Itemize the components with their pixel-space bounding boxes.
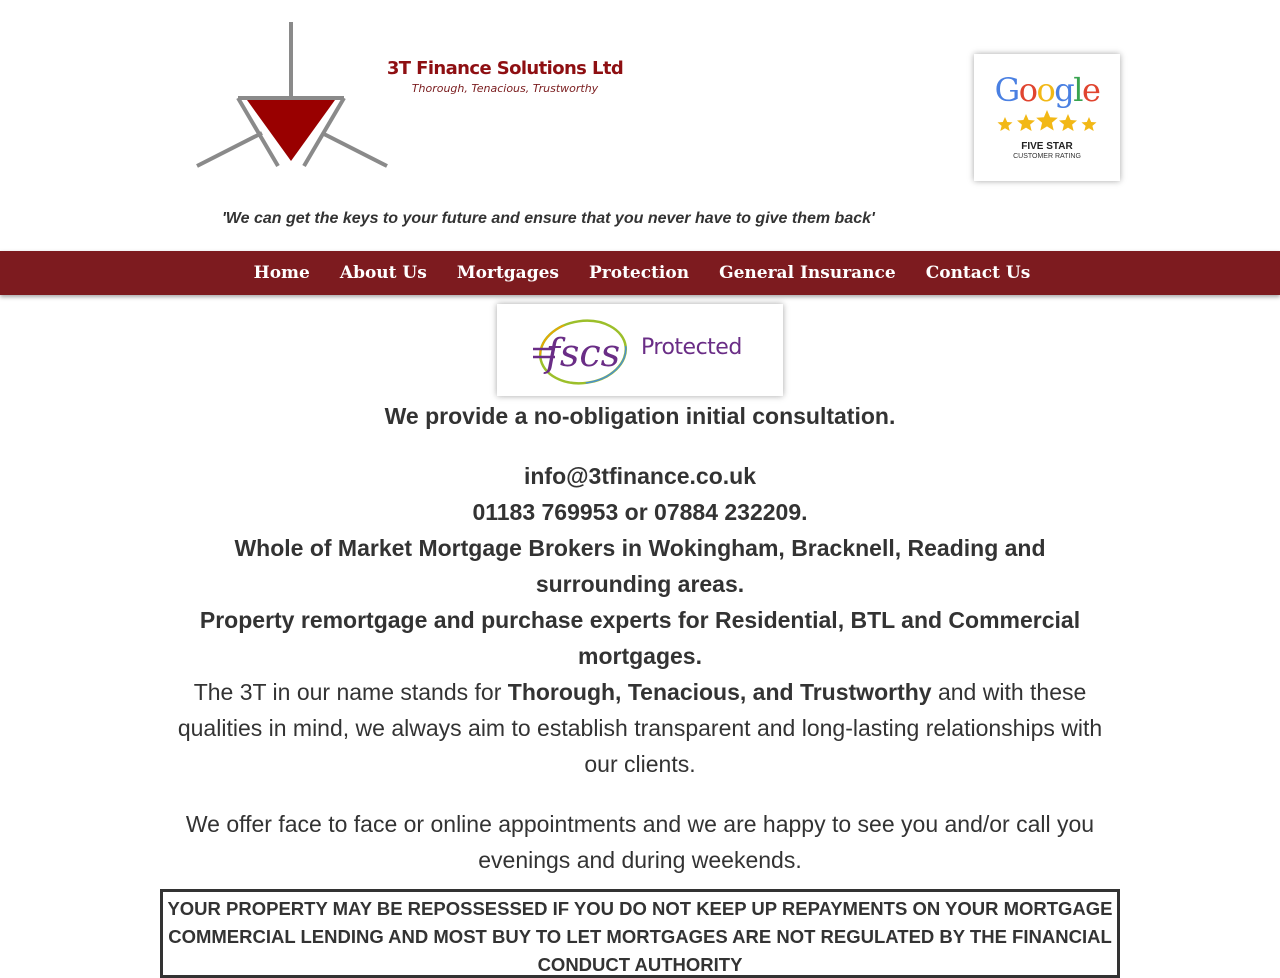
google-letter: e [1081, 71, 1100, 109]
fscs-logo-text: fscs [545, 331, 621, 375]
rating-title: FIVE STAR [1021, 141, 1073, 152]
nav-item-protection[interactable]: Protection [588, 263, 690, 283]
values-outro: and with these qualities in mind, we always aim to establish transparent and long-lasting relationships with our clients. [177, 679, 1103, 777]
repossession-warning: YOUR PROPERTY MAY BE REPOSSESSED IF YOU DO NOT KEEP UP REPAYMENTS ON YOUR MORTGAGE [167, 898, 1113, 919]
star-icon [1082, 117, 1097, 131]
brand-block [380, 58, 630, 95]
brand-tagline: Thorough, Tenacious, Trustworthy [411, 82, 599, 95]
nav-item-contact-us[interactable]: Contact Us [925, 263, 1031, 283]
star-icon [1059, 114, 1077, 131]
fca-regulation-warning: COMMERCIAL LENDING AND MOST BUY TO LET MORTGAGES ARE NOT REGULATED BY THE FINANCIAL CONDUCT AUTHORITY [168, 926, 1112, 975]
main-content [160, 398, 1120, 878]
star-icon [1036, 110, 1058, 131]
google-letter: g [1054, 71, 1074, 109]
appointments-paragraph: We offer face to face or online appointments and we are happy to see you and/or call you evenings and during weekends. [185, 811, 1095, 873]
nav-item-general-insurance[interactable]: General Insurance [719, 263, 896, 283]
nav-item-mortgages[interactable]: Mortgages [456, 263, 559, 283]
rating-subtitle: CUSTOMER RATING [1013, 153, 1081, 160]
email-link[interactable]: info@3tfinance.co.uk [523, 463, 756, 489]
site-motto: 'We can get the keys to your future and ensure that you never have to give them back' [222, 210, 875, 227]
3t-triangle-logo-icon[interactable] [192, 18, 392, 173]
nav-list [4, 251, 1280, 295]
site-header [0, 0, 1280, 251]
google-letter: o [1036, 71, 1055, 109]
consultation-headline: We provide a no-obligation initial consultation. [384, 403, 896, 429]
brand-name: 3T Finance Solutions Ltd [386, 58, 624, 79]
phone-numbers[interactable]: 01183 769953 or 07884 232209. [472, 499, 808, 525]
google-letter: G [994, 71, 1019, 109]
star-icon [1017, 114, 1035, 131]
spacer [160, 782, 1120, 806]
values-emphasis: Thorough, Tenacious, and Trustworthy [507, 679, 932, 705]
google-letter: o [1018, 71, 1037, 109]
fscs-logo-icon [527, 312, 637, 392]
nav-item-home[interactable]: Home [253, 263, 310, 283]
google-five-star-badge[interactable] [974, 54, 1120, 181]
regulatory-warning-box [160, 889, 1120, 978]
company-values-paragraph [160, 674, 1120, 782]
google-letter: l [1073, 71, 1082, 109]
nav-item-about-us[interactable]: About Us [339, 263, 427, 283]
star-icon [998, 117, 1013, 131]
values-intro: The 3T in our name stands for [193, 679, 508, 705]
brokers-statement: Whole of Market Mortgage Brokers in Wokingham, Bracknell, Reading and surrounding areas. [234, 535, 1046, 597]
spacer [160, 434, 1120, 458]
fscs-protected-badge[interactable] [497, 304, 783, 396]
main-navigation [0, 251, 1280, 295]
five-stars-icon [995, 109, 1099, 135]
google-wordmark [974, 72, 1120, 108]
fscs-protected-label: Protected [641, 335, 742, 360]
experts-statement: Property remortgage and purchase experts for Residential, BTL and Commercial mortgages. [199, 607, 1081, 669]
